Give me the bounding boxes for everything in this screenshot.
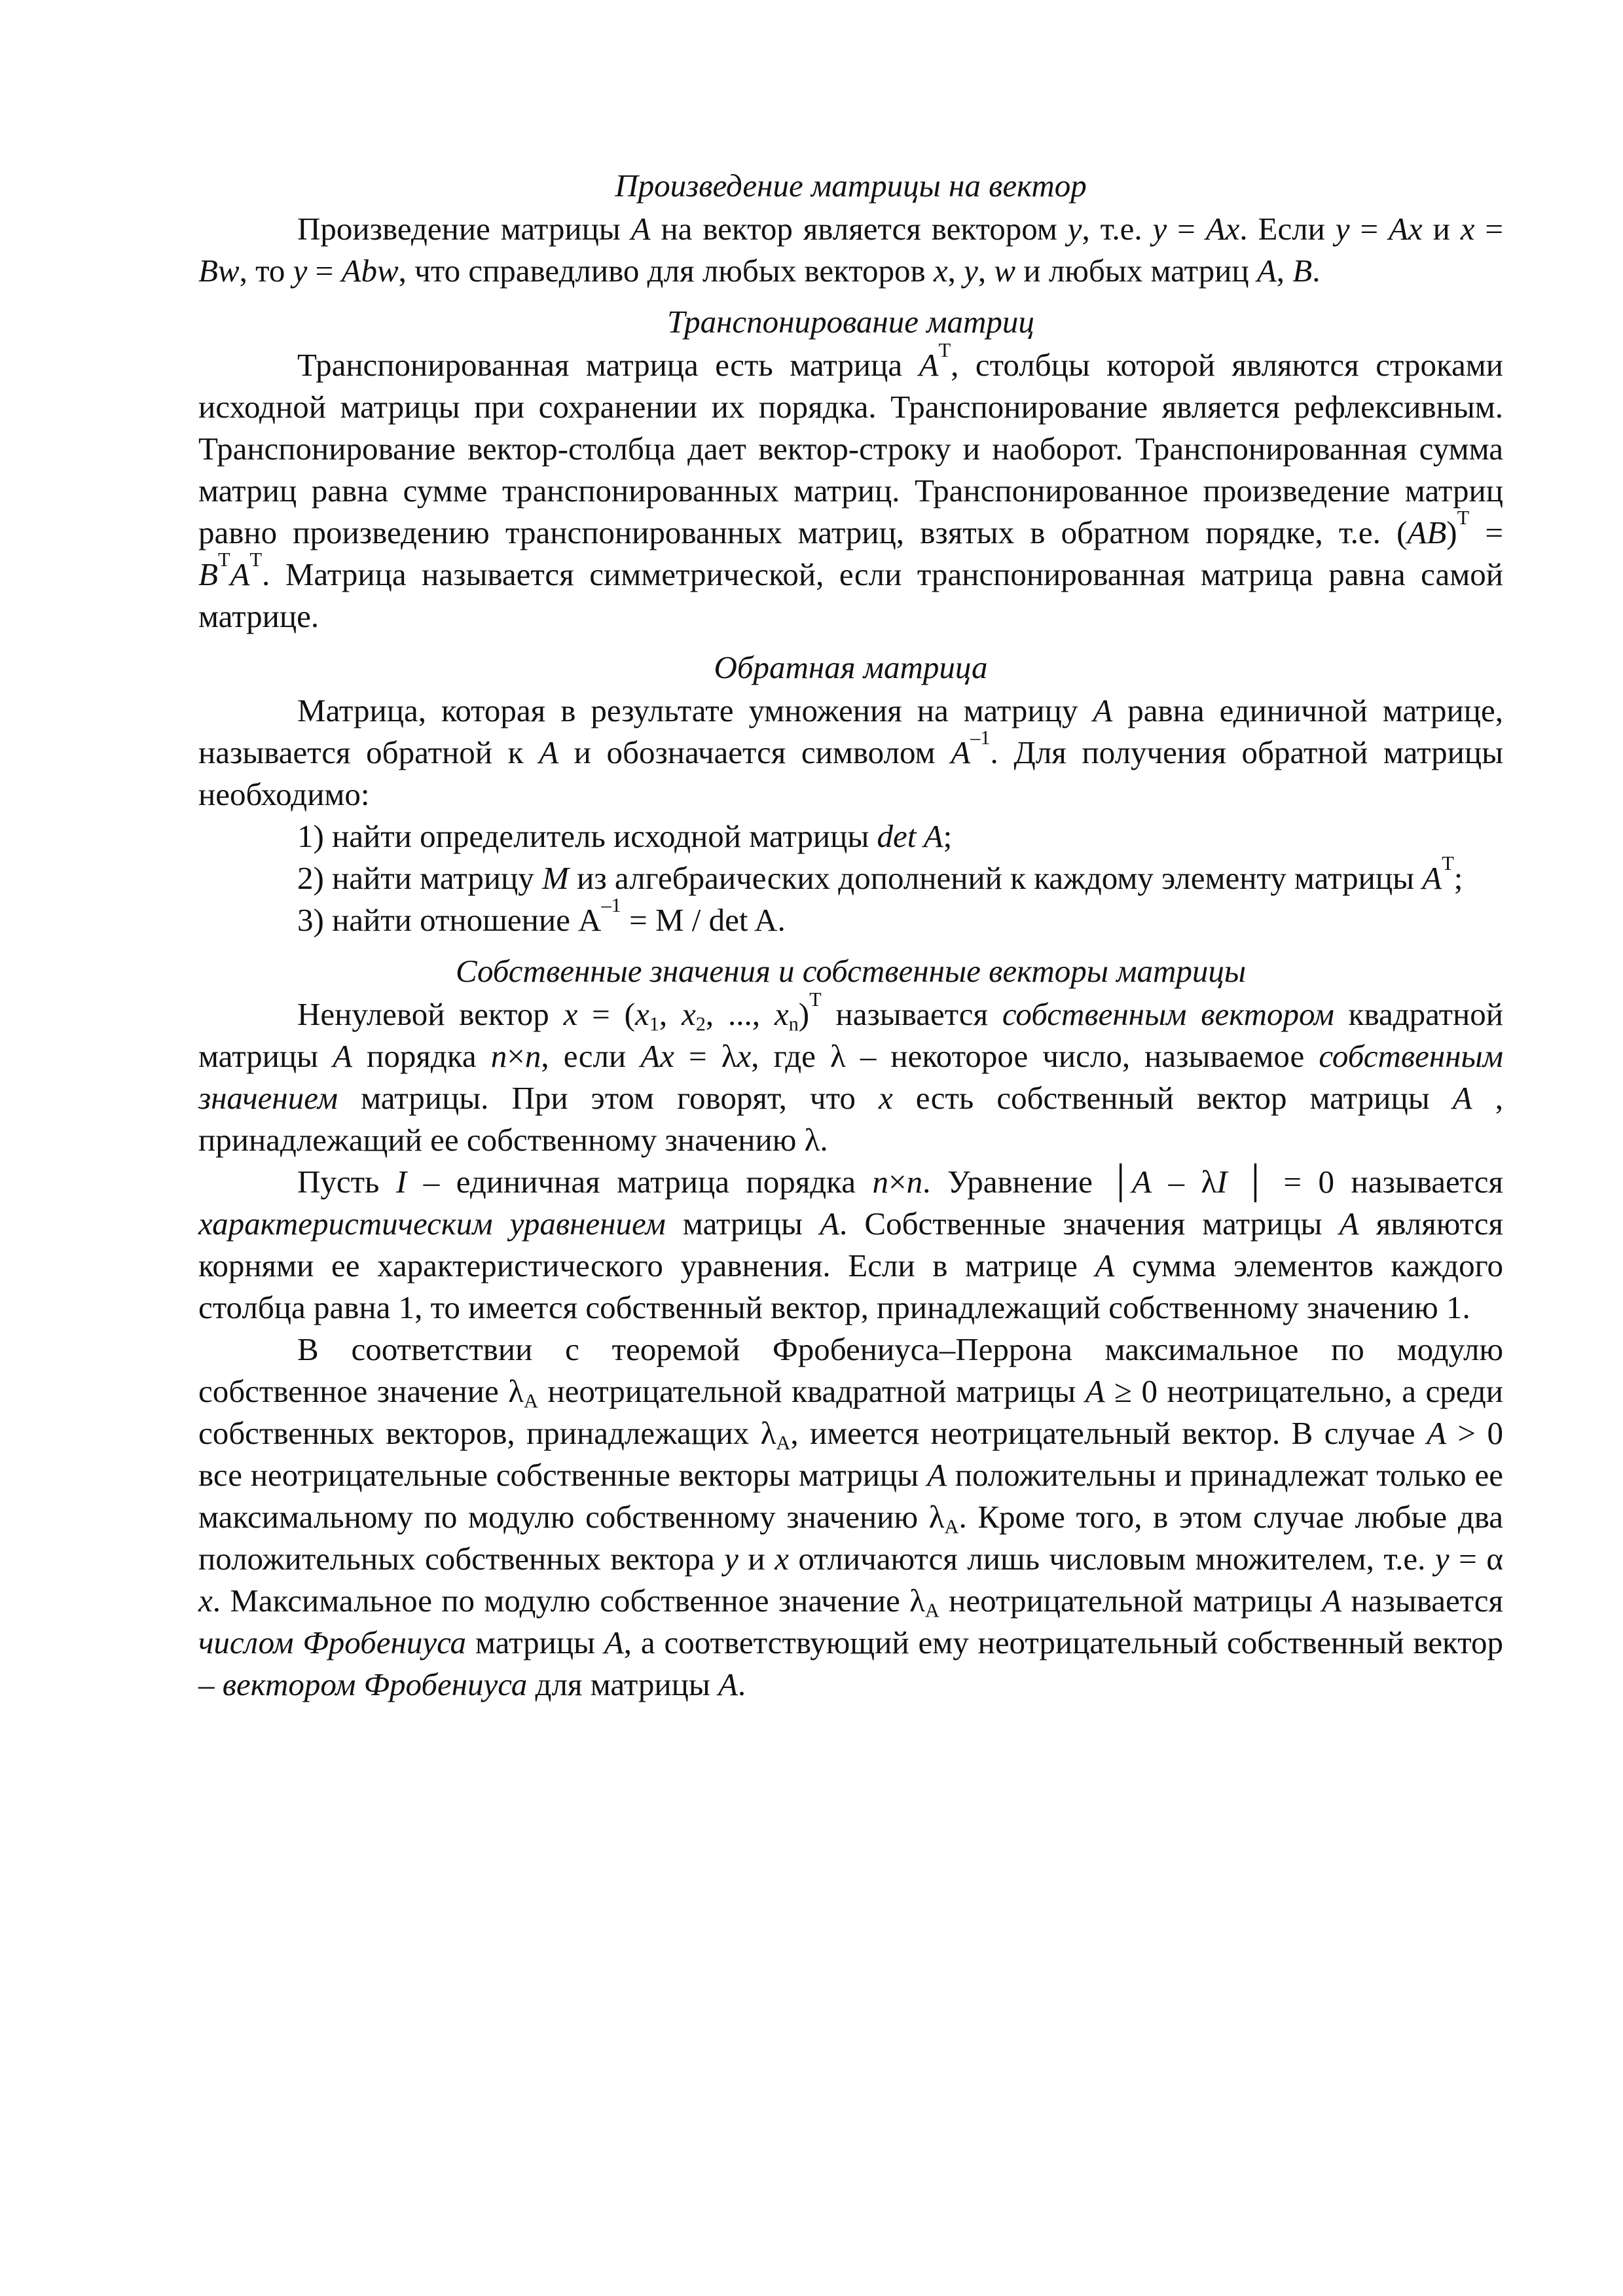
math-symbol: y bbox=[1335, 211, 1350, 247]
section-heading: Собственные значения и собственные векторы матрицы bbox=[455, 953, 1247, 989]
math-symbol: x bbox=[774, 996, 789, 1032]
math-symbol: n bbox=[490, 1038, 507, 1074]
subscript: n bbox=[788, 1013, 799, 1035]
math-symbol: числом Фробениуса bbox=[198, 1624, 467, 1660]
math-symbol: x bbox=[1460, 211, 1475, 247]
math-symbol: n bbox=[524, 1038, 541, 1074]
math-symbol: Bw bbox=[198, 253, 240, 289]
superscript: –1 bbox=[970, 726, 991, 749]
paragraph: В соответствии с теоремой Фробениуса–Перрона максимальное по модулю собственное значение $\lambda_A$ неотрицательной квадратной матрицы A ≥ 0 неотрицательно, а среди собственных векторов, принадлежащих $\lambda_A$, имеется неотрицательный вектор. В случае A > 0 все неотрицательные собственные векторы матрицы A положительны и принадлежат только ее максимальному по модулю собственному значению $\lambda_A$. Кроме того, в этом случае любые два положительных собственных вектора y и x отличаются лишь числовым множителем, т.е. y = α x. Максимальное по модулю собственное значение $\lambda_A$ неотрицательной матрицы A называется числом Фробениуса матрицы A, а соответствующий ему неотрицательный собственный вектор – вектором Фробениуса для матрицы A. bbox=[198, 1331, 1503, 1702]
math-symbol: вектором Фробениуса bbox=[222, 1666, 528, 1702]
math-symbol: n bbox=[906, 1164, 923, 1200]
math-symbol: x bbox=[634, 996, 649, 1032]
section-eigen bbox=[198, 949, 1503, 1706]
math-symbol: характеристическим уравнением bbox=[198, 1206, 666, 1242]
math-symbol: x bbox=[933, 253, 948, 289]
subscript: A bbox=[944, 1515, 959, 1538]
math-symbol: Ax bbox=[1388, 211, 1423, 247]
superscript: T bbox=[938, 339, 951, 362]
math-symbol: B bbox=[1292, 253, 1313, 289]
paragraph: Пусть I – единичная матрица порядка n×n. Уравнение │A – λI │ = 0 называется характеристическим уравнением матрицы A. Собственные значения матрицы A являются корнями ее характеристического уравнения. Если в матрице A сумма элементов каждого столбца равна 1, то имеется собственный вектор, принадлежащий собственному значению 1. bbox=[198, 1164, 1504, 1325]
section-heading: Обратная матрица bbox=[714, 649, 988, 685]
math-symbol: A bbox=[1132, 1164, 1152, 1200]
paragraph: Ненулевой вектор $x = (x_1$, $x_2$, ..., $x_n)^T$ называется собственным вектором квадратной матрицы A порядка n×n, если Ax = λx, где λ – некоторое число, называемое собственным значением матрицы. При этом говорят, что x есть собственный вектор матрицы A , принадлежащий ее собственному значению λ. bbox=[198, 988, 1503, 1158]
math-symbol: y bbox=[724, 1541, 739, 1577]
superscript: T bbox=[1457, 507, 1470, 529]
section-heading: Транспонирование матриц bbox=[667, 304, 1034, 340]
math-symbol: Abw bbox=[341, 253, 399, 289]
math-symbol: Ax bbox=[640, 1038, 674, 1074]
math-symbol: x bbox=[878, 1080, 893, 1116]
subscript: 1 bbox=[649, 1013, 659, 1035]
paragraph: Произведение матрицы A на вектор является вектором y, т.е. y = Ax. Если y = Ax и x = Bw, то y = Abw, что справедливо для любых векторов x, y, w и любых матриц A, B. bbox=[198, 211, 1503, 289]
math-symbol: собственным значением bbox=[198, 1038, 1503, 1116]
superscript: T bbox=[809, 988, 822, 1011]
math-symbol: A bbox=[1256, 253, 1277, 289]
math-symbol: y bbox=[964, 253, 978, 289]
math-symbol: A bbox=[333, 1038, 353, 1074]
math-symbol: x bbox=[737, 1038, 752, 1074]
math-symbol: M bbox=[542, 860, 569, 896]
math-symbol: A bbox=[230, 556, 250, 592]
math-symbol: x bbox=[775, 1541, 789, 1577]
math-symbol: y bbox=[293, 253, 308, 289]
math-symbol: A bbox=[1085, 1373, 1105, 1409]
math-symbol: собственным вектором bbox=[1002, 996, 1334, 1032]
math-symbol: x bbox=[198, 1583, 213, 1619]
section-transpose bbox=[198, 300, 1503, 637]
math-symbol: y bbox=[1152, 211, 1167, 247]
math-symbol: A bbox=[926, 1457, 947, 1493]
math-symbol: A bbox=[919, 347, 939, 383]
math-symbol: det A bbox=[877, 818, 943, 854]
math-symbol: A bbox=[1093, 692, 1113, 728]
subscript: 2 bbox=[695, 1013, 706, 1035]
math-symbol: A bbox=[820, 1206, 840, 1242]
list-item: 3) найти отношение $A^{-1} = M / \det A$. bbox=[297, 894, 786, 938]
math-symbol: B bbox=[198, 556, 218, 592]
superscript: T bbox=[217, 548, 230, 571]
math-symbol: A bbox=[718, 1666, 738, 1702]
superscript: T bbox=[249, 548, 262, 571]
math-symbol: I bbox=[395, 1164, 407, 1200]
section-heading: Произведение матрицы на вектор bbox=[615, 168, 1087, 204]
subscript: A bbox=[776, 1431, 791, 1454]
document-page bbox=[198, 164, 1503, 1713]
list-item: 2) найти матрицу M из алгебраических дополнений к каждому элементу матрицы $A^T$; bbox=[297, 852, 1463, 896]
math-symbol: y bbox=[1434, 1541, 1450, 1577]
math-symbol: A bbox=[951, 734, 971, 770]
math-symbol: Ax bbox=[1205, 211, 1240, 247]
math-symbol: w bbox=[994, 253, 1016, 289]
math-symbol: y bbox=[1067, 211, 1082, 247]
math-symbol: A bbox=[1339, 1206, 1359, 1242]
math-symbol: AB bbox=[1407, 514, 1447, 550]
math-symbol: x bbox=[681, 996, 696, 1032]
math-symbol: A bbox=[630, 211, 651, 247]
paragraph: Транспонированная матрица есть матрица $A^T$, столбцы которой являются строками исходной матрицы при сохранении их порядка. Транспонирование является рефлексивным. Транспонирование вектор-столбца дает вектор-строку и наоборот. Транспонированная сумма матриц равна сумме транспонированных матриц. Транспонированное произведение матриц равно произведению транспонированных матриц, взятых в обратном порядке, т.е. $(AB)^T = B^TA^T$. Матрица называется симметрической, если транспонированная матрица равна самой матрице. bbox=[198, 339, 1504, 634]
superscript: –1 bbox=[601, 894, 621, 917]
math-symbol: A bbox=[1452, 1080, 1472, 1116]
paragraph: Матрица, которая в результате умножения на матрицу A равна единичной матрице, называется обратной к A и обозначается символом $A^{-1}$. Для получения обратной матрицы необходимо: bbox=[198, 692, 1503, 812]
list-item: 1) найти определитель исходной матрицы det A; bbox=[297, 818, 953, 854]
subscript: A bbox=[524, 1390, 538, 1412]
section-inverse-matrix bbox=[198, 645, 1503, 941]
superscript: T bbox=[1442, 852, 1454, 875]
math-symbol: n bbox=[872, 1164, 888, 1200]
math-symbol: A bbox=[1095, 1247, 1115, 1283]
math-symbol: x bbox=[563, 996, 578, 1032]
math-symbol: A bbox=[539, 734, 558, 770]
math-symbol: A bbox=[1322, 1583, 1342, 1619]
math-symbol: A bbox=[604, 1624, 624, 1660]
math-symbol: A bbox=[1427, 1415, 1446, 1451]
section-matrix-vector-product bbox=[198, 164, 1503, 292]
subscript: A bbox=[924, 1599, 939, 1622]
math-symbol: A bbox=[1422, 860, 1442, 896]
math-symbol: I bbox=[1216, 1164, 1228, 1200]
